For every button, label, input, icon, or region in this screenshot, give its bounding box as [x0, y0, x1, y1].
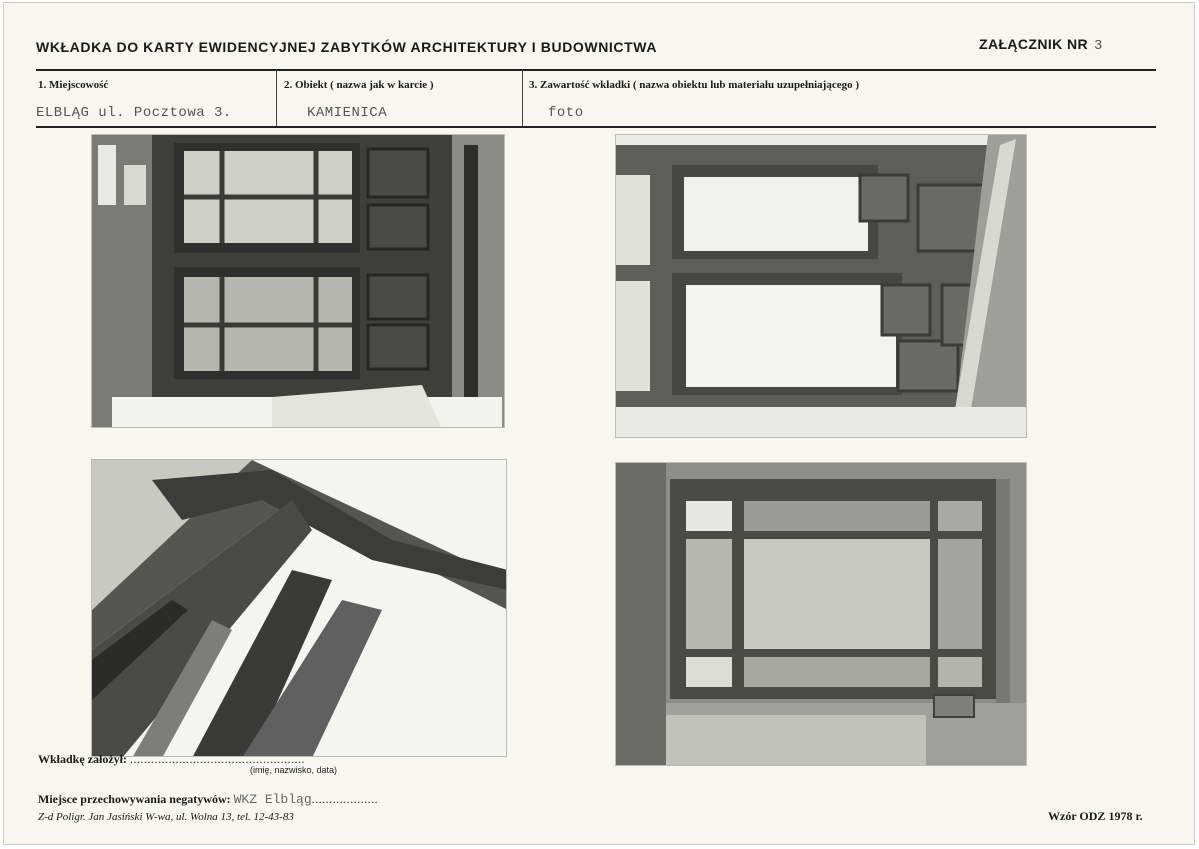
created-by-label: Wkładkę założył: [38, 752, 127, 766]
document-title: WKŁADKA DO KARTY EWIDENCYJNEJ ZABYTKÓW ARCHITEKTURY I BUDOWNICTWA [36, 39, 658, 55]
field-label-locality: 1. Miejscowość [38, 79, 109, 91]
header-rule-top [36, 69, 1156, 71]
photo-staircase [91, 459, 507, 757]
created-by-hint: (imię, nazwisko, data) [250, 765, 338, 775]
annex-number: 3 [1094, 38, 1103, 54]
printer-info: Z-d Poligr. Jan Jasiński W-wa, ul. Wolna 13, tel. 12-43-83 [38, 811, 294, 823]
field-divider-1 [276, 70, 277, 126]
storage-value: WKZ Elbląg [233, 792, 312, 807]
created-by-value: .................................................. [130, 752, 305, 766]
storage-line: Miejsce przechowywania negatywów: WKZ Elbląg................... [38, 792, 379, 807]
photo-door-glazed [91, 134, 505, 428]
field-value-contents: foto [548, 105, 584, 121]
field-value-object: KAMIENICA [307, 105, 388, 121]
form-model: Wzór ODZ 1978 r. [1048, 809, 1143, 823]
photo-window [615, 462, 1027, 766]
field-value-locality: ELBLĄG ul. Pocztowa 3. [36, 105, 232, 121]
annex-label [979, 36, 1103, 54]
annex-label-text: ZAŁĄCZNIK NR [979, 36, 1089, 52]
field-divider-2 [522, 70, 523, 126]
field-label-contents: 3. Zawartość wkładki ( nazwa obiektu lub materiału uzupełniającego ) [529, 79, 860, 91]
header-rule-bottom [36, 126, 1156, 128]
field-label-object: 2. Obiekt ( nazwa jak w karcie ) [284, 79, 434, 91]
photo-door-paneled [615, 134, 1027, 438]
storage-label: Miejsce przechowywania negatywów: [38, 792, 231, 806]
document-sheet [3, 2, 1195, 845]
